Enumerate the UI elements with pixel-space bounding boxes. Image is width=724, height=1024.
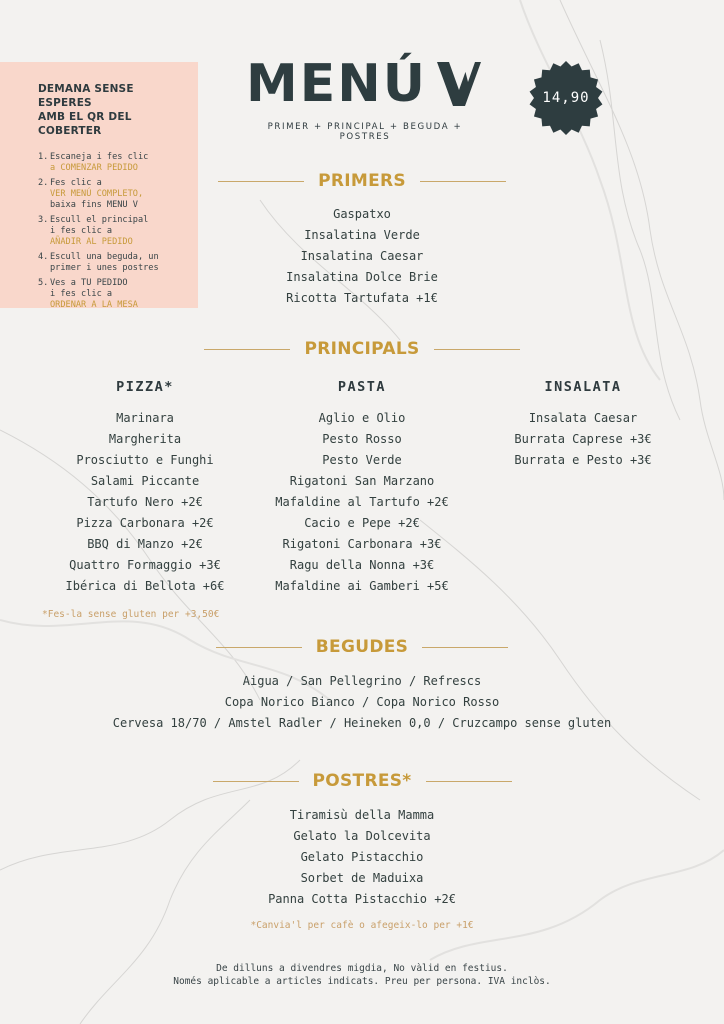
pizza-item: Ibérica di Bellota +6€ [65,579,225,593]
menu-subtitle: PRIMER + PRINCIPAL + BEGUDA + POSTRES [267,122,463,142]
insalata-list [473,408,693,471]
footer-line-2: Només aplicable a articles indicats. Preu per persona. IVA inclòs. [173,976,551,987]
postres-item: Gelato Pistacchio [300,850,424,864]
heading-rule-right [426,781,512,782]
qr-step-line: Escull el principal [50,215,149,225]
postres-list [212,805,512,910]
postres-item: Panna Cotta Pistacchio +2€ [268,892,456,906]
postres-title: POSTRES* [312,771,412,791]
qr-step-line: Ves a TU PEDIDO [50,278,128,288]
price-text: 14,90 [542,90,590,106]
qr-step-text [50,278,138,311]
qr-step [38,252,188,274]
qr-step-line: Escaneja i fes clic [50,152,149,162]
principals-title: PRINCIPALS [304,339,420,359]
primers-title: PRIMERS [318,171,406,191]
qr-step-line: ORDENAR A LA MESA [50,300,138,310]
pasta-item: Mafaldine al Tartufo +2€ [275,495,449,509]
begudes-item: Cervesa 18/70 / Amstel Radler / Heineken 0,0 / Cruzcampo sense gluten [112,716,612,730]
heading-rule-left [218,181,304,182]
primers-item: Gaspatxo [333,207,391,221]
begudes-item: Aigua / San Pellegrino / Refrescs [242,674,482,688]
pasta-item: Cacio e Pepe +2€ [304,516,420,530]
insalata-item: Burrata e Pesto +3€ [514,453,652,467]
qr-step-line: Fes clic a [50,178,102,188]
section-begudes-heading [0,637,724,657]
qr-step-line: primer i unes postres [50,263,159,273]
pasta-item: Ragu della Nonna +3€ [289,558,435,572]
qr-step-line: VER MENÚ COMPLETO, [50,189,144,199]
section-principals-heading [0,339,724,359]
qr-title-line-2: AMB EL QR DEL COBERTER [38,111,132,137]
pizza-item: Pizza Carbonara +2€ [76,516,214,530]
menu-logo [246,56,483,112]
qr-step [38,215,188,248]
pasta-list [252,408,472,597]
qr-step [38,278,188,311]
pasta-item: Pesto Rosso [322,432,402,446]
pasta-column-title: PASTA [337,379,387,395]
qr-step-text [50,252,159,274]
qr-title-line-1: DEMANA SENSE ESPERES [38,83,134,109]
primers-item: Insalatina Verde [304,228,420,242]
qr-step-line: Escull una beguda, un [50,252,159,262]
pizza-item: Marinara [116,411,174,425]
gluten-free-note: *Fes-la sense gluten per +3,50€ [42,609,220,620]
heading-rule-right [422,647,508,648]
footer-line-1: De dilluns a divendres migdia, No vàlid en festius. [216,963,508,974]
heading-rule-right [434,349,520,350]
qr-step-line: baixa fins MENU V [50,200,138,210]
qr-step-number: 2. [38,178,49,188]
qr-step-line: i fes clic a [50,289,113,299]
begudes-item: Copa Norico Bianco / Copa Norico Rosso [224,695,500,709]
pizza-item: BBQ di Manzo +2€ [87,537,203,551]
primers-item: Ricotta Tartufata +1€ [286,291,438,305]
section-primers-heading [0,171,724,191]
postres-item: Gelato la Dolcevita [293,829,431,843]
primers-item: Insalatina Caesar [300,249,424,263]
coffee-note: *Canvia'l per cafè o afegeix-lo per +1€ [250,920,474,931]
pizza-item: Quattro Formaggio +3€ [69,558,221,572]
primers-list [212,204,512,309]
pasta-item: Pesto Verde [322,453,402,467]
pizza-item: Tartufo Nero +2€ [87,495,203,509]
pizza-list [35,408,255,597]
qr-step-number: 4. [38,252,49,262]
price-badge [528,60,604,136]
pasta-item: Rigatoni San Marzano [289,474,435,488]
pizza-item: Margherita [108,432,182,446]
qr-step-text [50,215,148,248]
heading-rule-left [204,349,290,350]
heading-rule-right [420,181,506,182]
qr-title [38,82,188,138]
qr-step-line: AÑADIR AL PEDIDO [50,237,133,247]
pasta-item: Rigatoni Carbonara +3€ [282,537,442,551]
insalata-column-title: INSALATA [544,379,622,395]
pizza-item: Salami Piccante [90,474,200,488]
pizza-item: Prosciutto e Funghi [76,453,214,467]
qr-step-line: a COMENZAR PEDIDO [50,163,138,173]
insalata-item: Insalata Caesar [528,411,638,425]
insalata-item: Burrata Caprese +3€ [514,432,652,446]
primers-item: Insalatina Dolce Brie [286,270,438,284]
pasta-item: Mafaldine ai Gamberi +5€ [275,579,449,593]
footer-conditions [0,962,724,988]
qr-step-number: 5. [38,278,49,288]
qr-step-line: i fes clic a [50,226,113,236]
pizza-column-title: PIZZA* [116,379,174,395]
qr-step-number: 1. [38,152,49,162]
postres-item: Sorbet de Maduixa [300,871,424,885]
section-postres-heading [0,771,724,791]
heading-rule-left [213,781,299,782]
v-logo-icon [435,58,483,110]
begudes-list [20,671,704,734]
heading-rule-left [216,647,302,648]
pasta-item: Aglio e Olio [318,411,406,425]
qr-step-number: 3. [38,215,49,225]
postres-item: Tiramisù della Mamma [289,808,435,822]
begudes-title: BEGUDES [315,637,409,657]
logo-text: MENÚ [246,54,428,114]
